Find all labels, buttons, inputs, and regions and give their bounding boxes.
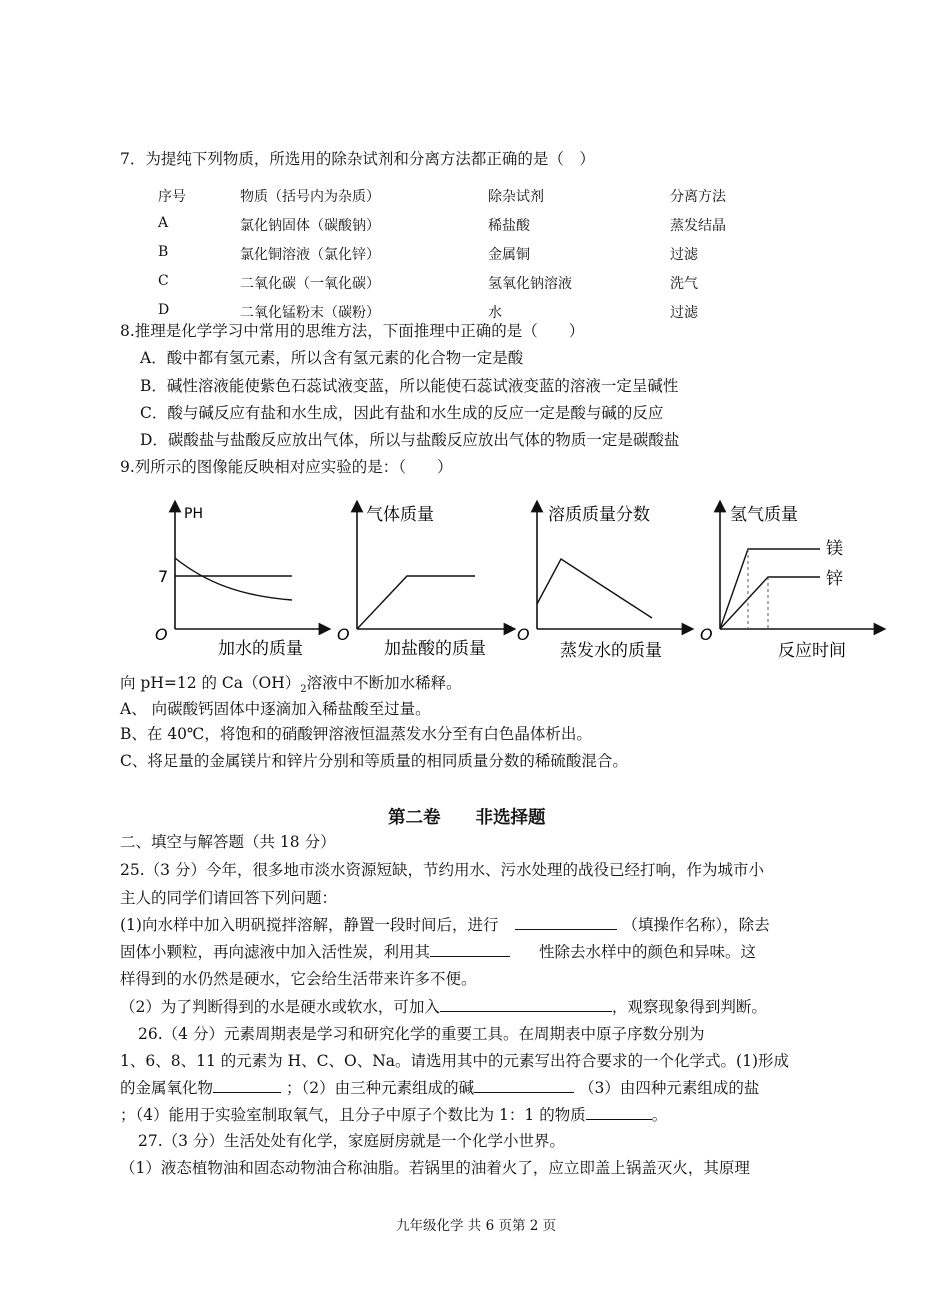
- graph4-xlabel: 反应时间: [778, 641, 846, 661]
- page-footer: 九年级化学 共 6 页第 2 页: [396, 1218, 557, 1234]
- q26-line-3b: ；（2）由三种元素组成的碱: [285, 1079, 475, 1097]
- q8-option-d: D．碳酸盐与盐酸反应放出气体，所以与盐酸反应放出气体的物质一定是碳酸盐: [140, 431, 680, 449]
- q7-row-c-index: C: [158, 273, 169, 289]
- q25-line-4: [120, 941, 756, 963]
- metal-oxide-blank[interactable]: [213, 1078, 281, 1093]
- q26-line-4b: 。: [651, 1106, 668, 1124]
- part2-section: 二、填空与解答题（共 18 分）: [120, 833, 336, 851]
- graph-ph-dilution: [155, 506, 325, 659]
- q9-option-a: A、 向碳酸钙固体中逐滴加入稀盐酸至过量。: [120, 700, 431, 718]
- q25-line-6a: （2）为了判断得到的水是硬水或软水，可加入: [120, 998, 440, 1016]
- q25-line-1: 25.（3 分）今年，很多地市淡水资源短缺，节约用水、污水处理的战役已经打响，作为城市小: [120, 861, 764, 879]
- graph2-curve: [357, 576, 475, 629]
- q7-header-method: 分离方法: [670, 189, 726, 205]
- q9-option-0-sub: 2: [300, 684, 307, 696]
- q27-line-2: （1）液态植物油和固态动物油合称油脂。若锅里的油着火了，应立即盖上锅盖灭火，其原理: [120, 1159, 750, 1177]
- q7-row-c-reagent: 氢氧化钠溶液: [488, 276, 572, 292]
- q26-line-3c: （3）由四种元素组成的盐: [579, 1079, 760, 1097]
- q25-line-6: [120, 996, 767, 1018]
- graph-solute-fraction: [517, 505, 688, 661]
- graph2-origin: O: [337, 625, 350, 644]
- graph-hydrogen-mass: [700, 505, 880, 661]
- q25-line-3a: (1)向水样中加入明矾搅拌溶解，静置一段时间后，进行: [120, 916, 499, 934]
- graph1-origin: O: [155, 625, 168, 644]
- q9-option-c: C、将足量的金属镁片和锌片分别和等质量的相同质量分数的稀硫酸混合。: [120, 752, 628, 770]
- q7-header-reagent: 除杂试剂: [488, 189, 544, 205]
- graph2-xlabel: 加盐酸的质量: [384, 639, 486, 659]
- q7-row-d-index: D: [158, 302, 170, 318]
- operation-name-blank[interactable]: [515, 915, 617, 930]
- graph1-curve: [175, 558, 292, 600]
- q7-row-b-method: 过滤: [670, 247, 698, 263]
- q7-row-c-substance: 二氧化碳（一氧化碳）: [240, 276, 380, 292]
- q7-stem: 7．为提纯下列物质，所选用的除杂试剂和分离方法都正确的是（ ）: [120, 150, 595, 168]
- q8-option-c: C．酸与碱反应有盐和水生成，因此有盐和水生成的反应一定是酸与碱的反应: [140, 404, 664, 422]
- q7-row-c-method: 洗气: [670, 276, 698, 292]
- q9-option-0-pre: 向 pH=12 的 Ca（OH）: [120, 674, 301, 692]
- q7-row-d-reagent: 水: [488, 305, 502, 321]
- oxygen-source-blank[interactable]: [586, 1105, 652, 1120]
- graph3-ylabel: 溶质质量分数: [548, 505, 650, 525]
- graph3-xlabel: 蒸发水的质量: [560, 641, 662, 661]
- q8-stem: 8.推理是化学学习中常用的思维方法，下面推理中正确的是（ ）: [120, 322, 585, 340]
- q7-row-a-substance: 氯化钠固体（碳酸钠）: [240, 218, 380, 234]
- q8-option-a: A．酸中都有氢元素，所以含有氢元素的化合物一定是酸: [140, 349, 524, 367]
- q26-line-4: [120, 1104, 667, 1126]
- q25-line-5: 样得到的水仍然是硬水，它会给生活带来许多不便。: [120, 970, 477, 988]
- q7-header-index: 序号: [158, 189, 186, 205]
- graph4-ylabel: 氢气质量: [730, 505, 798, 525]
- q27-line-1: 27.（3 分）生活处处有化学，家庭厨房就是一个化学小世界。: [138, 1132, 565, 1150]
- q7-row-a-index: A: [158, 215, 169, 231]
- q7-row-b-index: B: [158, 244, 169, 260]
- graph1-ylabel: PH: [184, 506, 203, 522]
- q7-header-substance: 物质（括号内为杂质）: [240, 189, 380, 205]
- graph2-ylabel: 气体质量: [366, 505, 434, 525]
- q26-line-3: [120, 1077, 759, 1099]
- part2-title: 第二卷 非选择题: [388, 808, 546, 828]
- graph3-origin: O: [517, 625, 530, 644]
- activated-carbon-property-blank[interactable]: [430, 942, 510, 957]
- graph1-xlabel: 加水的质量: [218, 639, 303, 659]
- q9-option-0-post: 溶液中不断加水稀释。: [306, 674, 462, 692]
- q26-line-2: 1、6、8、11 的元素为 H、C、O、Na。请选用其中的元素写出符合要求的一个化学式。(1)形成: [120, 1052, 790, 1070]
- q9-option-b: B、在 40℃，将饱和的硝酸钾溶液恒温蒸发水分至有白色晶体析出。: [120, 725, 592, 743]
- q7-row-b-reagent: 金属铜: [488, 247, 530, 263]
- q7-row-a-reagent: 稀盐酸: [488, 218, 530, 234]
- graph1-tick-7: 7: [158, 567, 169, 586]
- base-blank[interactable]: [474, 1078, 574, 1093]
- q26-line-4a: ；（4）能用于实验室制取氧气，且分子中原子个数比为 1：1 的物质: [120, 1106, 586, 1124]
- graph3-curve: [537, 559, 652, 618]
- q9-graphs: [0, 494, 950, 674]
- q7-row-d-substance: 二氧化锰粉末（碳粉）: [240, 305, 380, 321]
- q25-line-4a: 固体小颗粒，再向滤液中加入活性炭，利用其: [120, 943, 431, 961]
- q25-line-6b: ，观察现象得到判断。: [611, 998, 767, 1016]
- hard-water-reagent-blank[interactable]: [440, 997, 612, 1012]
- q8-option-b: B．碱性溶液能使紫色石蕊试液变蓝，所以能使石蕊试液变蓝的溶液一定呈碱性: [140, 377, 679, 395]
- q25-line-4b: 性除去水样中的颜色和异味。这: [538, 943, 756, 961]
- q9-option-0: [120, 672, 462, 701]
- graph4-label-mg: 镁: [826, 539, 843, 559]
- q26-line-1: 26.（4 分）元素周期表是学习和研究化学的重要工具。在周期表中原子序数分别为: [138, 1025, 705, 1043]
- q25-line-3b: （填操作名称），除去: [622, 916, 770, 934]
- q7-row-b-substance: 氯化铜溶液（氯化锌）: [240, 247, 380, 263]
- q25-line-2: 主人的同学们请回答下列问题：: [120, 889, 338, 907]
- q25-line-3: [120, 914, 770, 936]
- graph-gas-mass: [337, 505, 510, 659]
- q9-stem: 9.列所示的图像能反映相对应实验的是：（ ）: [120, 458, 453, 476]
- graph4-mg-curve: [720, 549, 820, 629]
- q7-row-a-method: 蒸发结晶: [670, 218, 726, 234]
- q7-row-d-method: 过滤: [670, 305, 698, 321]
- q26-line-3a: 的金属氧化物: [120, 1079, 214, 1097]
- graph4-origin: O: [700, 625, 713, 644]
- graph4-label-zn: 锌: [826, 569, 843, 589]
